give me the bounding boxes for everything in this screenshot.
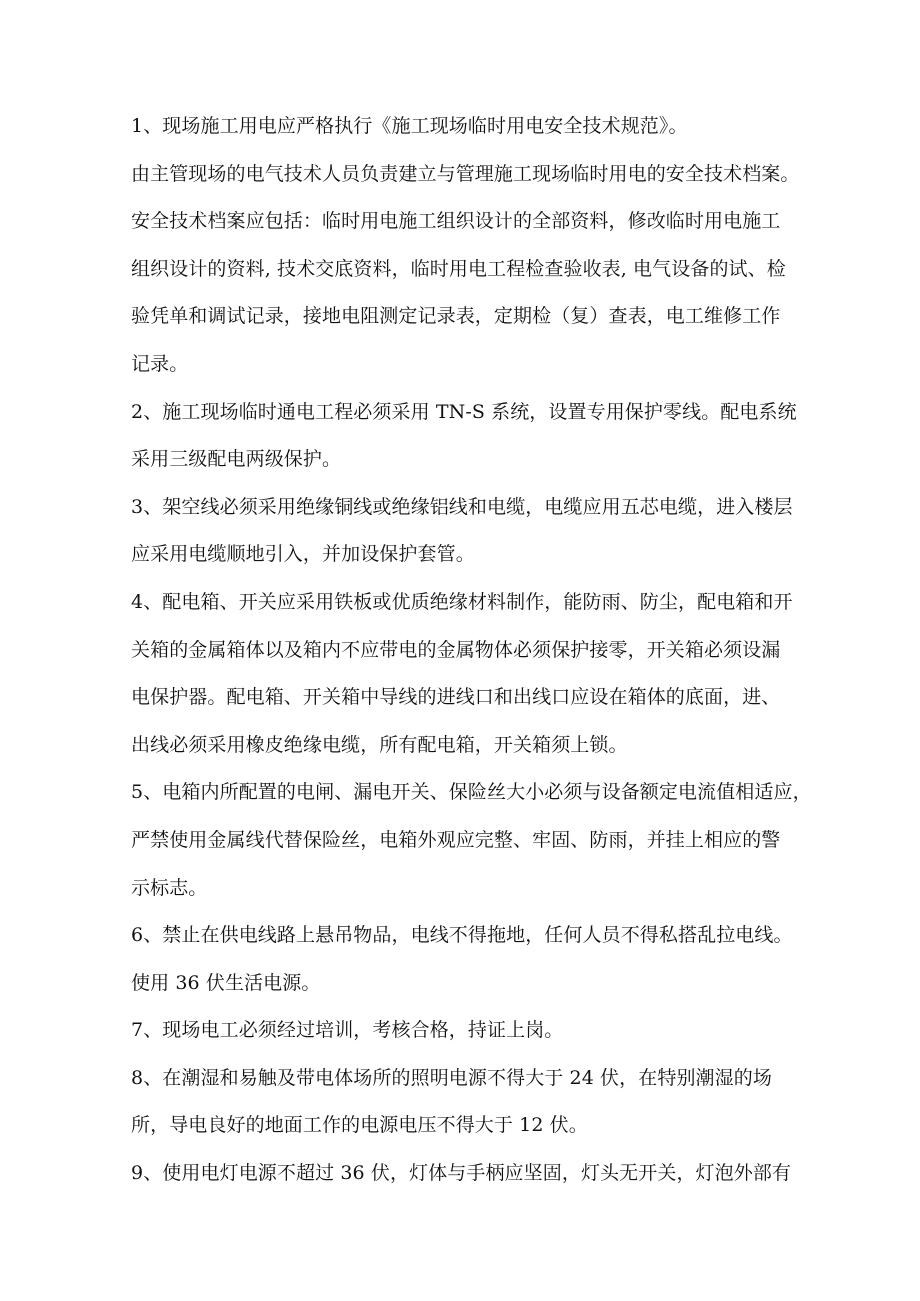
body-text (131, 103, 851, 1198)
text-line: 所，导电良好的地面工作的电源电压不得大于 12 伏。 (131, 1114, 588, 1137)
text-line: 7、现场电工必须经过培训，考核合格，持证上岗。 (131, 1019, 564, 1042)
text-line: 2、施工现场临时通电工程必须采用 TN-S 系统，设置专用保护零线。配电系统 (131, 400, 797, 423)
text-line: 5、电箱内所配置的电闸、漏电开关、保险丝大小必须与设备额定电流值相适应， (131, 781, 812, 804)
text-line: 8、在潮湿和易触及带电体场所的照明电源不得大于 24 伏，在特别潮湿的场 (131, 1066, 772, 1089)
text-line: 示标志。 (131, 876, 208, 899)
text-line: 9、使用电灯电源不超过 36 伏，灯体与手柄应坚固，灯头无开关，灯泡外部有 (131, 1162, 792, 1185)
text-line: 电保护器。配电箱、开关箱中导线的进线口和出线口应设在箱体的底面，进、 (131, 686, 781, 709)
text-line: 关箱的金属箱体以及箱内不应带电的金属物体必须保护接零，开关箱必须设漏 (131, 638, 781, 661)
text-line: 4、配电箱、开关应采用铁板或优质绝缘材料制作，能防雨、防尘，配电箱和开 (131, 590, 793, 613)
text-line: 采用三级配电两级保护。 (131, 448, 342, 471)
text-line: 出线必须采用橡皮绝缘电缆，所有配电箱，开关箱须上锁。 (131, 733, 628, 756)
text-line: 由主管现场的电气技术人员负责建立与管理施工现场临时用电的安全技术档案。 (131, 162, 800, 185)
text-line: 安全技术档案应包括：临时用电施工组织设计的全部资料，修改临时用电施工 (131, 210, 781, 233)
text-line: 3、架空线必须采用绝缘铜线或绝缘铝线和电缆，电缆应用五芯电缆，进入楼层 (131, 495, 793, 518)
text-line: 应采用电缆顺地引入，并加设保护套管。 (131, 543, 475, 566)
text-line: 1、现场施工用电应严格执行《施工现场临时用电安全技术规范》。 (131, 115, 688, 137)
text-line: 使用 36 伏生活电源。 (131, 971, 321, 994)
text-line: 组织设计的资料, 技术交底资料，临时用电工程检查验收表, 电气设备的试、检 (131, 257, 786, 280)
text-line: 6、禁止在供电线路上悬吊物品，电线不得拖地，任何人员不得私搭乱拉电线。 (131, 924, 793, 947)
text-line: 记录。 (131, 352, 189, 375)
text-line: 严禁使用金属线代替保险丝，电箱外观应完整、牢固、防雨，并挂上相应的警 (131, 828, 781, 851)
text-line: 验凭单和调试记录，接地电阻测定记录表，定期检（复）查表，电工维修工作 (131, 305, 781, 328)
